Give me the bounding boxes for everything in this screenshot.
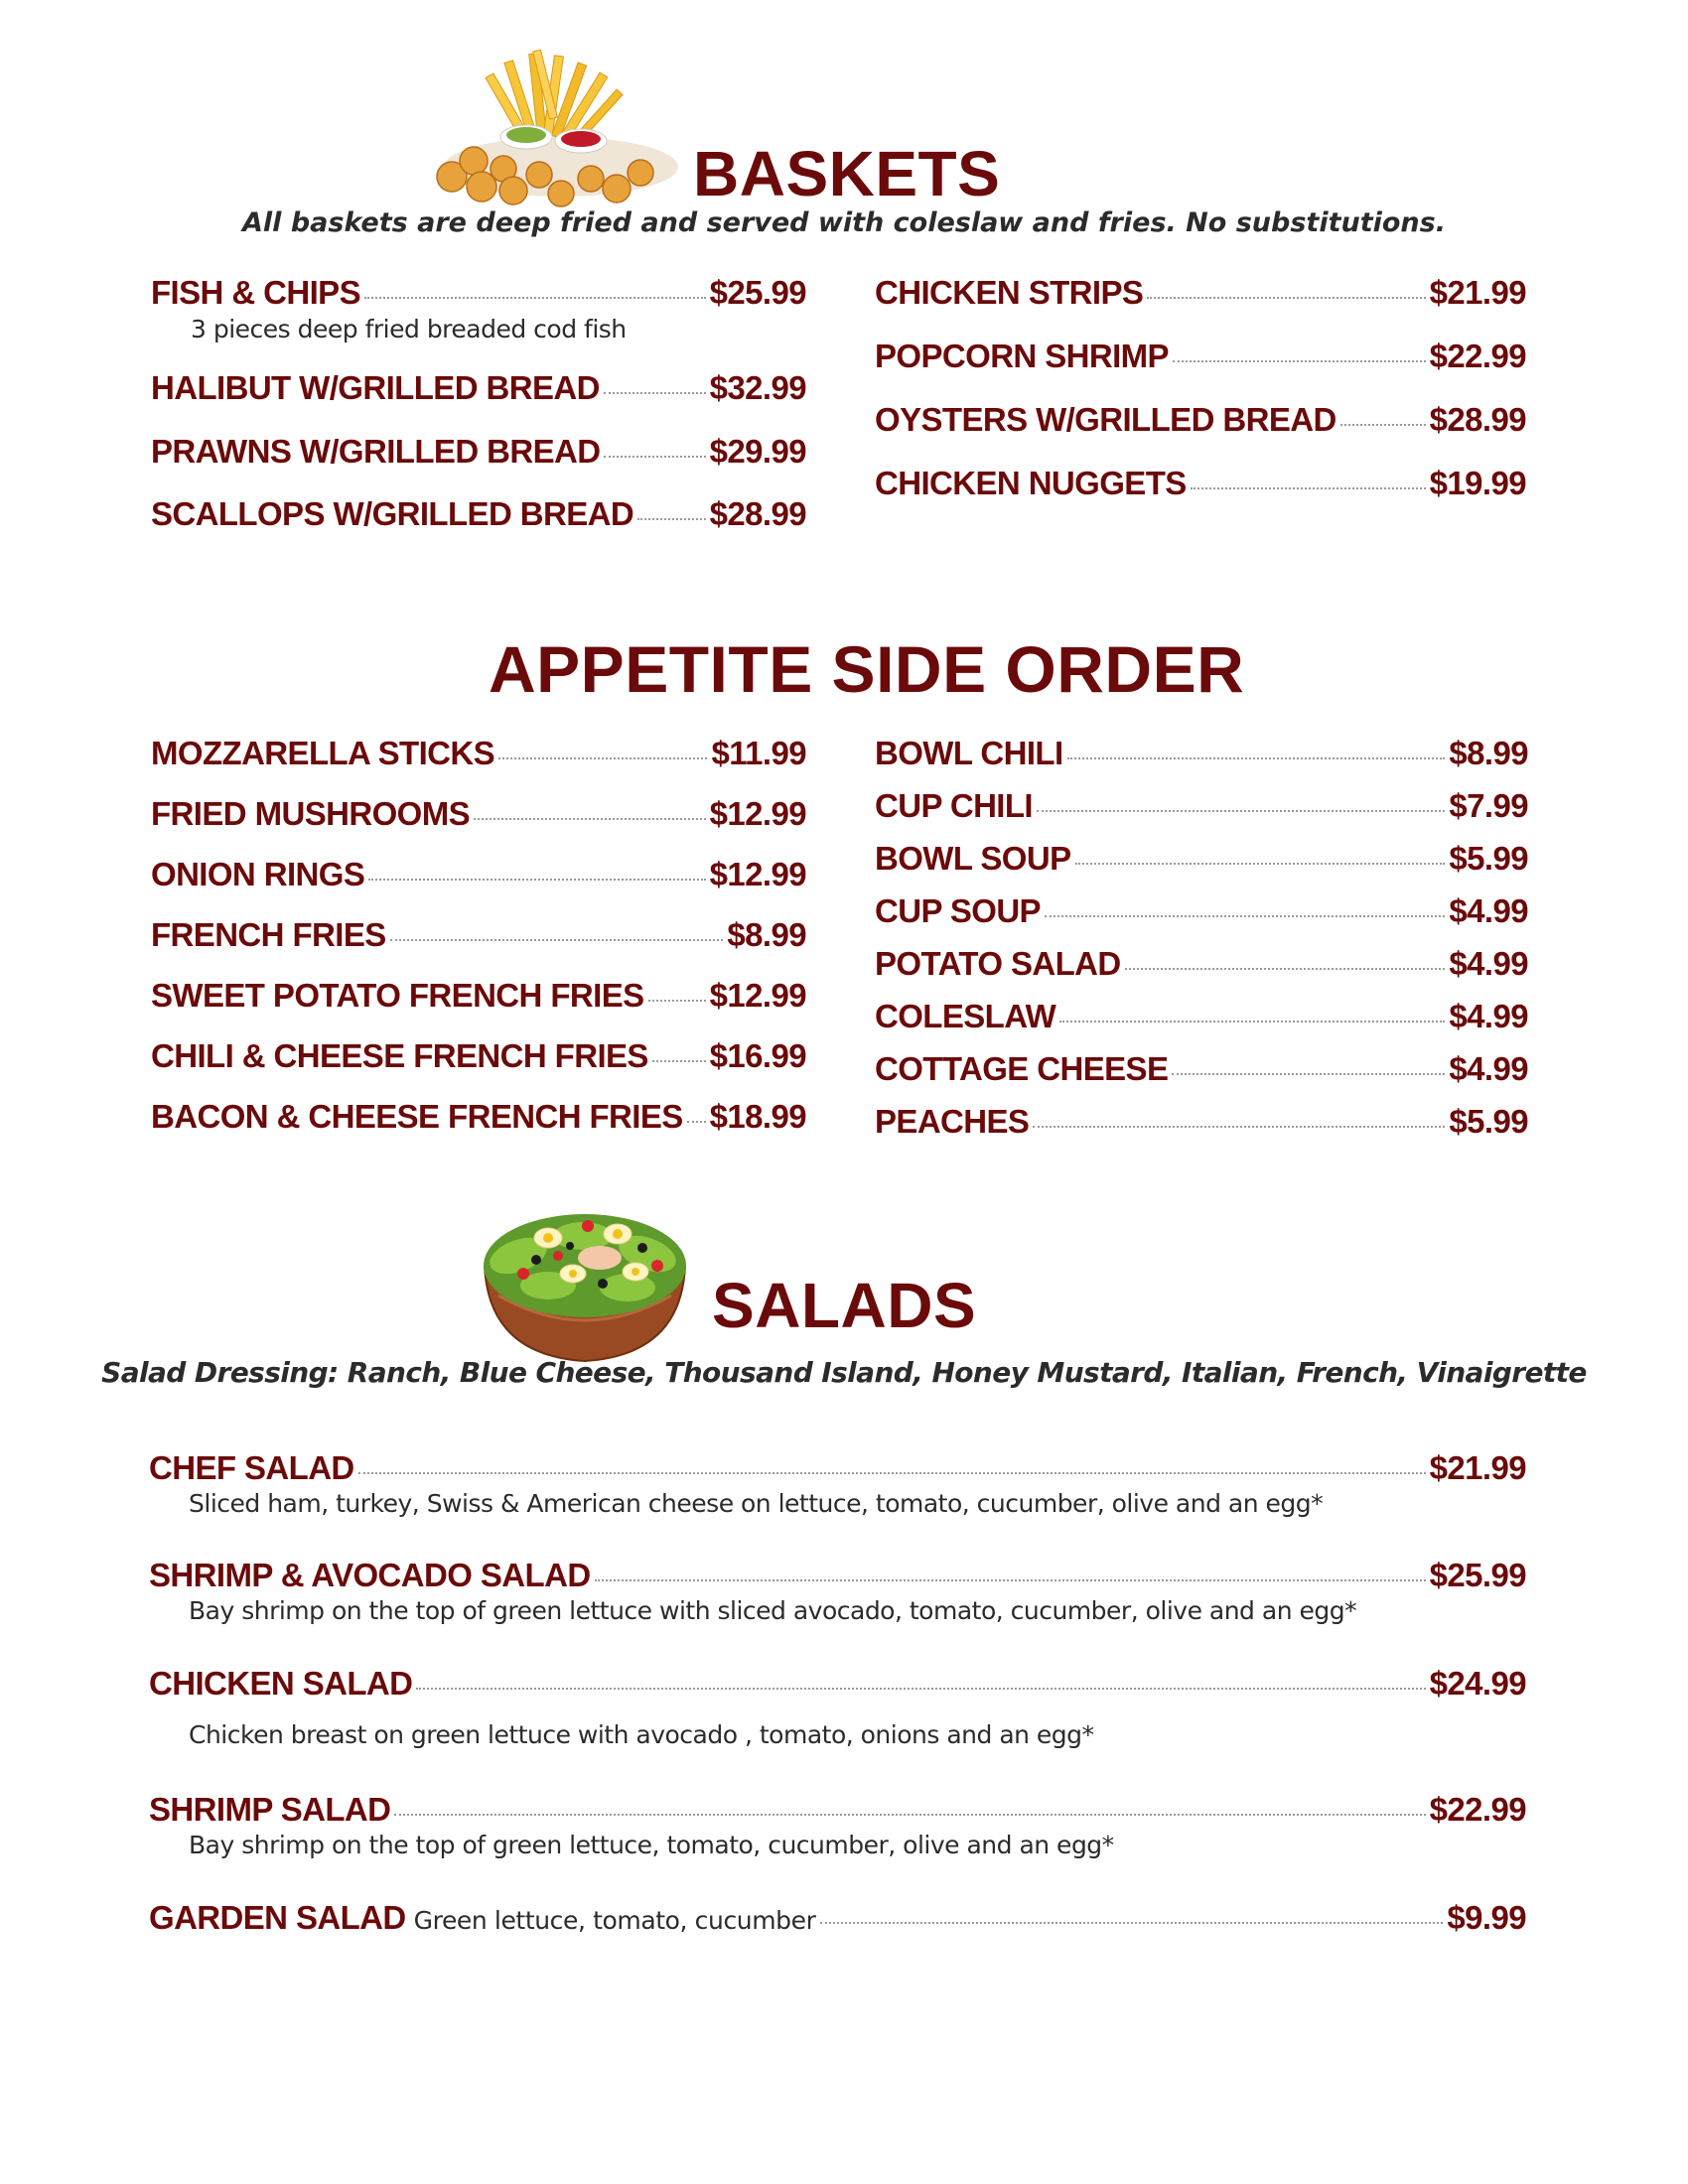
item-name: CHEF SALAD xyxy=(149,1449,354,1486)
menu-item-chicken-strips xyxy=(875,274,1526,314)
dot-leader xyxy=(416,1688,1425,1690)
dot-leader xyxy=(1059,1021,1445,1023)
item-name: BACON & CHEESE FRENCH FRIES xyxy=(151,1098,683,1135)
dot-leader xyxy=(1147,297,1425,299)
item-name: BOWL CHILI xyxy=(875,735,1063,771)
item-price: $28.99 xyxy=(709,495,806,532)
dot-leader xyxy=(358,1472,1426,1474)
menu-item-garden-salad xyxy=(149,1899,1526,1939)
item-price: $4.99 xyxy=(1449,892,1528,929)
item-name: OYSTERS W/GRILLED BREAD xyxy=(875,401,1336,438)
baskets-title: BASKETS xyxy=(693,138,1001,209)
menu-item-chicken-nuggets xyxy=(875,465,1526,504)
item-price: $9.99 xyxy=(1447,1899,1526,1936)
item-name: SHRIMP & AVOCADO SALAD xyxy=(149,1557,591,1593)
menu-item-potato-salad xyxy=(875,945,1528,985)
item-name: SCALLOPS W/GRILLED BREAD xyxy=(151,495,634,532)
menu-item-bowl-chili xyxy=(875,735,1528,774)
menu-item-french-fries xyxy=(151,916,806,956)
item-price: $19.99 xyxy=(1429,465,1526,501)
item-name: CHICKEN STRIPS xyxy=(875,274,1144,311)
menu-item-shrimp-salad xyxy=(149,1791,1526,1831)
dot-leader xyxy=(1037,810,1445,812)
item-price: $25.99 xyxy=(709,274,806,311)
item-price: $32.99 xyxy=(709,369,806,406)
item-price: $28.99 xyxy=(1429,401,1526,438)
item-name: FRENCH FRIES xyxy=(151,916,386,953)
dot-leader xyxy=(648,1000,706,1002)
item-name: CHICKEN NUGGETS xyxy=(875,465,1187,501)
item-price: $12.99 xyxy=(709,977,806,1014)
sides-title: APPETITE SIDE ORDER xyxy=(489,632,1245,706)
dot-leader xyxy=(368,879,705,881)
item-price: $7.99 xyxy=(1449,787,1528,824)
item-price: $11.99 xyxy=(711,735,806,771)
menu-item-cottage-cheese xyxy=(875,1050,1528,1090)
item-name: POPCORN SHRIMP xyxy=(875,338,1169,374)
item-name: FISH & CHIPS xyxy=(151,274,360,311)
item-description: Green lettuce, tomato, cucumber xyxy=(413,1906,816,1935)
item-name: GARDEN SALAD xyxy=(149,1899,406,1936)
item-description: 3 pieces deep fried breaded cod fish xyxy=(191,315,627,343)
menu-item-shrimp-avocado-salad xyxy=(149,1557,1526,1596)
menu-item-prawns xyxy=(151,433,806,473)
item-description: Sliced ham, turkey, Swiss & American cheese on lettuce, tomato, cucumber, olive and an egg* xyxy=(189,1489,1324,1518)
menu-item-fried-mushrooms xyxy=(151,795,806,835)
menu-item-bowl-soup xyxy=(875,840,1528,880)
menu-item-chili-cheese-fries xyxy=(151,1037,806,1077)
item-name: HALIBUT W/GRILLED BREAD xyxy=(151,369,600,406)
dot-leader xyxy=(1075,863,1446,865)
item-name: CUP SOUP xyxy=(875,892,1041,929)
menu-item-oysters xyxy=(875,401,1526,441)
item-price: $4.99 xyxy=(1449,1050,1528,1087)
item-name: SWEET POTATO FRENCH FRIES xyxy=(151,977,644,1014)
item-description: Bay shrimp on the top of green lettuce with sliced avocado, tomato, cucumber, olive and an egg* xyxy=(189,1596,1357,1625)
dot-leader xyxy=(1067,757,1446,759)
item-name: ONION RINGS xyxy=(151,856,365,892)
item-price: $12.99 xyxy=(709,795,806,832)
dot-leader xyxy=(604,456,705,458)
dot-leader xyxy=(394,1814,1425,1816)
dot-leader xyxy=(498,757,707,759)
item-name: PRAWNS W/GRILLED BREAD xyxy=(151,433,601,470)
item-description: Chicken breast on green lettuce with avocado , tomato, onions and an egg* xyxy=(189,1720,1094,1749)
dot-leader xyxy=(595,1579,1426,1581)
dot-leader xyxy=(687,1121,706,1123)
item-name: MOZZARELLA STICKS xyxy=(151,735,495,771)
dot-leader xyxy=(637,518,706,520)
salads-title: SALADS xyxy=(712,1270,977,1341)
salads-dressing-options: Salad Dressing: Ranch, Blue Cheese, Thousand Island, Honey Mustard, Italian, French, Vinaigrette xyxy=(101,1356,1587,1389)
item-price: $22.99 xyxy=(1429,1791,1526,1828)
item-description: Bay shrimp on the top of green lettuce, tomato, cucumber, olive and an egg* xyxy=(189,1831,1114,1859)
dot-leader xyxy=(1125,968,1446,970)
item-name: CHILI & CHEESE FRENCH FRIES xyxy=(151,1037,648,1074)
menu-item-mozzarella-sticks xyxy=(151,735,806,774)
dot-leader xyxy=(1045,915,1445,917)
menu-item-cup-chili xyxy=(875,787,1528,827)
menu-item-chef-salad xyxy=(149,1449,1526,1489)
item-name: COLESLAW xyxy=(875,998,1056,1034)
dot-leader xyxy=(364,297,706,299)
item-name: SHRIMP SALAD xyxy=(149,1791,391,1828)
dot-leader xyxy=(1191,487,1426,489)
menu-item-chicken-salad xyxy=(149,1665,1526,1705)
item-name: CHICKEN SALAD xyxy=(149,1665,413,1702)
item-price: $18.99 xyxy=(709,1098,806,1135)
item-price: $8.99 xyxy=(727,916,806,953)
menu-item-popcorn-shrimp xyxy=(875,338,1526,377)
item-name: PEACHES xyxy=(875,1103,1030,1140)
menu-item-coleslaw xyxy=(875,998,1528,1037)
item-name: BOWL SOUP xyxy=(875,840,1071,877)
item-price: $4.99 xyxy=(1449,945,1528,982)
menu-item-fish-and-chips xyxy=(151,274,806,314)
item-price: $21.99 xyxy=(1429,274,1526,311)
item-price: $16.99 xyxy=(709,1037,806,1074)
dot-leader xyxy=(1340,424,1426,426)
dot-leader xyxy=(604,392,706,394)
item-name: POTATO SALAD xyxy=(875,945,1121,982)
dot-leader xyxy=(652,1060,706,1062)
salad-bowl-icon xyxy=(479,1196,691,1365)
menu-item-peaches xyxy=(875,1103,1528,1143)
menu-item-cup-soup xyxy=(875,892,1528,932)
item-name: CUP CHILI xyxy=(875,787,1034,824)
dot-leader xyxy=(1173,360,1426,362)
item-price: $5.99 xyxy=(1449,1103,1528,1140)
item-price: $8.99 xyxy=(1449,735,1528,771)
item-price: $29.99 xyxy=(709,433,806,470)
item-price: $21.99 xyxy=(1429,1449,1526,1486)
menu-item-onion-rings xyxy=(151,856,806,895)
menu-item-halibut xyxy=(151,369,806,409)
item-price: $5.99 xyxy=(1449,840,1528,877)
item-name: COTTAGE CHEESE xyxy=(875,1050,1169,1087)
dot-leader xyxy=(474,818,706,820)
item-price: $25.99 xyxy=(1429,1557,1526,1593)
item-name: FRIED MUSHROOMS xyxy=(151,795,471,832)
item-price: $4.99 xyxy=(1449,998,1528,1034)
dot-leader xyxy=(1172,1073,1445,1075)
dot-leader xyxy=(820,1922,1444,1924)
menu-item-sweet-potato-fries xyxy=(151,977,806,1017)
menu-item-bacon-cheese-fries xyxy=(151,1098,806,1138)
dot-leader xyxy=(1033,1126,1445,1128)
item-price: $22.99 xyxy=(1429,338,1526,374)
fries-and-fried-shrimp-basket-icon xyxy=(422,50,685,208)
menu-item-scallops xyxy=(151,495,806,535)
baskets-subtitle: All baskets are deep fried and served with coleslaw and fries. No substitutions. xyxy=(242,207,1446,238)
item-price: $12.99 xyxy=(709,856,806,892)
item-price: $24.99 xyxy=(1429,1665,1526,1702)
dot-leader xyxy=(390,939,724,941)
